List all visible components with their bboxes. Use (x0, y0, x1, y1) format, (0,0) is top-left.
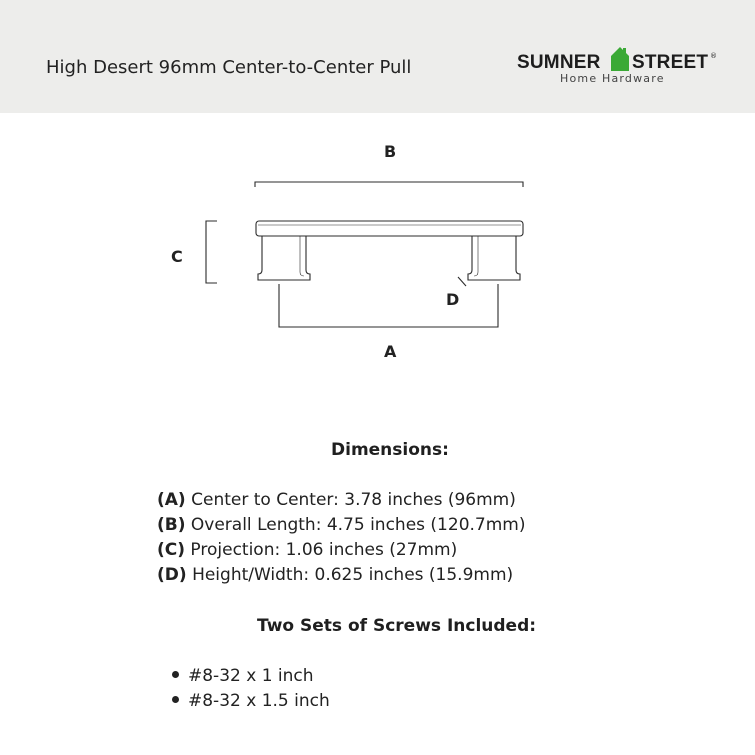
dimension-line-c (206, 221, 217, 283)
logo-word-sumner: SUMNER (517, 52, 601, 73)
dimension-label-a: A (384, 342, 397, 361)
spec-key: (C) (157, 540, 186, 560)
spec-text: Overall Length: 4.75 inches (120.7mm) (190, 515, 526, 535)
screw-text: #8-32 x 1 inch (188, 666, 314, 686)
dimension-label-c: C (171, 247, 183, 266)
spec-row-c (157, 540, 457, 560)
house-icon (610, 46, 630, 72)
pull-dimension-diagram (0, 113, 755, 383)
spec-row-b (157, 515, 525, 535)
spec-text: Projection: 1.06 inches (27mm) (190, 540, 458, 560)
spec-text: Height/Width: 0.625 inches (15.9mm) (192, 565, 514, 585)
spec-row-a (157, 490, 516, 510)
screw-text: #8-32 x 1.5 inch (188, 691, 330, 711)
bullet-icon (172, 696, 179, 703)
header-banner (0, 0, 755, 113)
logo-word-street: STREET (632, 52, 709, 73)
product-title: High Desert 96mm Center-to-Center Pull (46, 57, 412, 78)
logo-tagline: Home Hardware (560, 72, 665, 85)
spec-key: (B) (157, 515, 186, 535)
spec-key: (D) (157, 565, 187, 585)
screws-heading: Two Sets of Screws Included: (257, 616, 537, 636)
brand-logo (516, 46, 721, 90)
dimension-line-b (255, 182, 523, 187)
dimension-line-a (279, 284, 498, 327)
spec-row-d (157, 565, 513, 585)
dimensions-heading: Dimensions: (331, 440, 449, 460)
dimension-marker-d (458, 277, 466, 286)
registered-mark: ® (710, 52, 717, 60)
spec-key: (A) (157, 490, 186, 510)
spec-text: Center to Center: 3.78 inches (96mm) (191, 490, 516, 510)
dimension-label-b: B (384, 142, 397, 161)
bullet-icon (172, 671, 179, 678)
list-item (172, 666, 314, 686)
pull-handle-drawing (256, 221, 523, 280)
list-item (172, 691, 330, 711)
dimension-label-d: D (446, 290, 460, 309)
